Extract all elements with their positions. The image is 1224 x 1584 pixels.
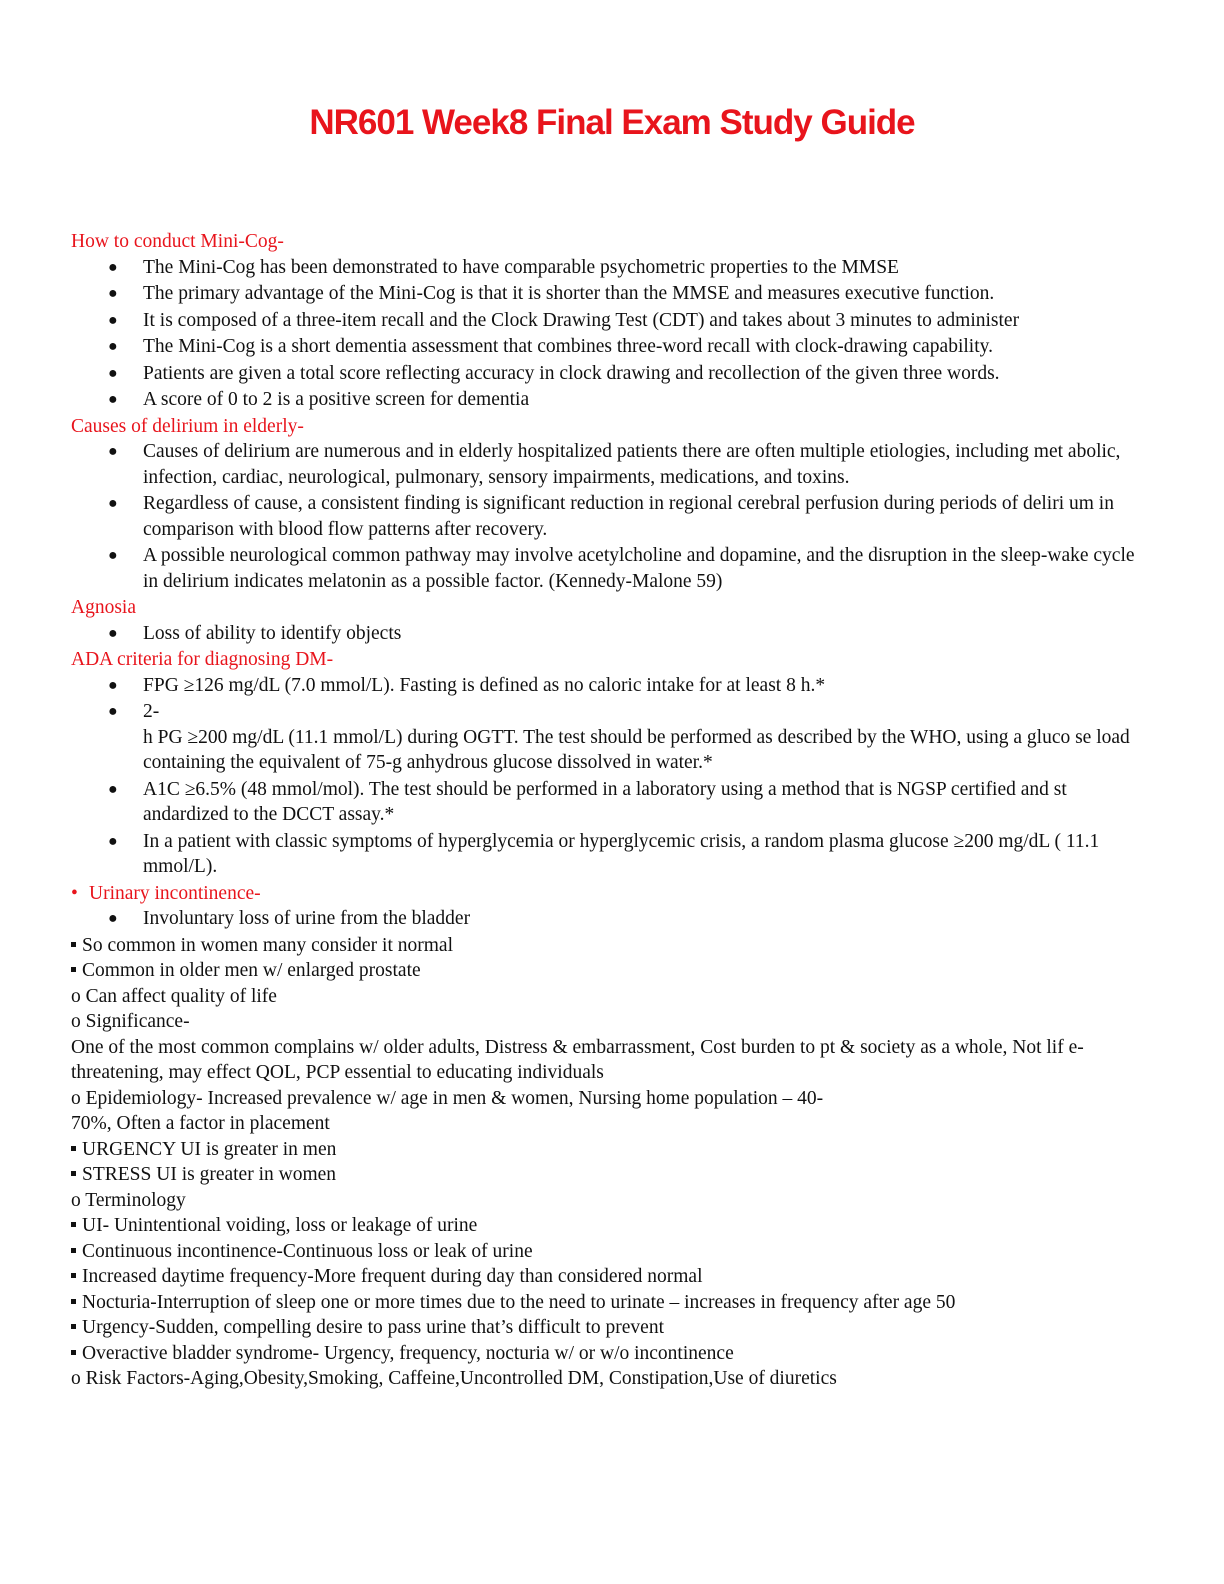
list-item: ● The Mini-Cog has been demonstrated to have comparable psychometric properties to the MMSE — [71, 255, 1146, 281]
note-line: o Risk Factors-Aging,Obesity,Smoking, Caffeine,Uncontrolled DM, Constipation,Use of diuretics — [71, 1368, 837, 1389]
bullet-icon: ● — [108, 285, 118, 302]
square-bullet-icon — [71, 1350, 76, 1355]
square-bullet-icon — [71, 1146, 76, 1151]
list-item: ● A possible neurological common pathway may involve acetylcholine and dopamine, and the disruption in the sleep-wake cycle in delirium indicates melatonin as a possible factor. (Kennedy-Malone 59) — [108, 545, 1135, 592]
note-line: Nocturia-Interruption of sleep one or more times due to the need to urinate – increases in frequency after age 50 — [71, 1290, 1146, 1316]
list-item: ● A score of 0 to 2 is a positive screen for dementia — [71, 387, 1146, 413]
square-bullet-icon — [71, 967, 76, 972]
list-item: ● Causes of delirium are numerous and in elderly hospitalized patients there are often multiple etiologies, including met abolic, infection, cardiac, neurological, pulmonary, sensory impairments, medications, and toxins. — [108, 441, 1121, 488]
o-bullet: o — [71, 1011, 81, 1032]
list-item: ● FPG ≥126 mg/dL (7.0 mmol/L). Fasting is defined as no caloric intake for at least 8 h.* — [71, 673, 1146, 699]
note-line: 70%, Often a factor in placement — [71, 1113, 330, 1134]
section-heading-urinary: • Urinary incontinence- — [71, 881, 1146, 907]
note-line: URGENCY UI is greater in men — [71, 1137, 1146, 1163]
list-item: ● It is composed of a three-item recall and the Clock Drawing Test (CDT) and takes about 3 minutes to administer — [71, 308, 1146, 334]
note-line: One of the most common complains w/ older adults, Distress & embarrassment, Cost burden to pt & society as a whole, Not lif e-threatening, may effect QOL, PCP essential to educating individuals — [71, 1036, 1084, 1083]
note-line: o Epidemiology- Increased prevalence w/ age in men & women, Nursing home population – 40- — [71, 1087, 824, 1109]
bullet-icon: ● — [108, 624, 118, 642]
bullet-icon: • — [71, 882, 78, 904]
note-line: Common in older men w/ enlarged prostate — [71, 958, 1146, 984]
note-line: Overactive bladder syndrome- Urgency, frequency, nocturia w/ or w/o incontinence — [71, 1341, 1146, 1367]
note-line: o Terminology — [71, 1189, 186, 1211]
square-bullet-icon — [71, 1171, 76, 1176]
square-bullet-icon — [71, 1248, 76, 1253]
bullet-icon: ● — [108, 391, 118, 408]
ada-list — [71, 673, 1146, 880]
delirium-list — [71, 439, 1146, 594]
note-line: STRESS UI is greater in women — [71, 1162, 1146, 1188]
square-bullet-icon — [71, 1222, 76, 1227]
list-item: ● The primary advantage of the Mini-Cog is that it is shorter than the MMSE and measures executive function. — [71, 281, 1146, 307]
page-title: NR601 Week8 Final Exam Study Guide — [309, 103, 915, 142]
note-line: Urgency-Sudden, compelling desire to pass urine that’s difficult to prevent — [71, 1315, 1146, 1341]
bullet-icon: ● — [108, 780, 118, 798]
bullet-icon: ● — [108, 443, 118, 460]
list-item: ● Involuntary loss of urine from the bladder — [71, 906, 1146, 932]
bullet-icon: ● — [108, 703, 118, 720]
bullet-icon: ● — [108, 910, 118, 927]
section-heading-minicog: How to conduct Mini-Cog- — [71, 231, 284, 252]
note-line: Increased daytime frequency-More frequent during day than considered normal — [71, 1264, 1146, 1290]
square-bullet-icon — [71, 1273, 76, 1278]
bullet-icon: ● — [108, 311, 118, 329]
note-line: So common in women many consider it normal — [71, 933, 1146, 959]
list-item: ● Regardless of cause, a consistent finding is significant reduction in regional cerebral perfusion during periods of deliri um in comparison with blood flow patterns after recovery. — [108, 493, 1114, 540]
list-item: ● A1C ≥6.5% (48 mmol/mol). The test should be performed in a laboratory using a method that is NGSP certified and st andardized to the DCCT assay.* — [108, 778, 1067, 825]
square-bullet-icon — [71, 1299, 76, 1304]
list-item: ● The Mini-Cog is a short dementia assessment that combines three-word recall with clock-drawing capability. — [71, 334, 1146, 360]
bullet-icon: ● — [108, 547, 118, 564]
bullet-icon: ● — [108, 832, 118, 850]
urinary-list — [71, 906, 1146, 932]
list-item: ● Patients are given a total score reflecting accuracy in clock drawing and recollection of the given three words. — [71, 361, 1146, 387]
bullet-icon: ● — [108, 676, 118, 694]
section-heading-agnosia: Agnosia — [71, 597, 136, 618]
note-line: Continuous incontinence-Continuous loss or leak of urine — [71, 1239, 1146, 1265]
square-bullet-icon — [71, 1324, 76, 1329]
section-heading-ada: ADA criteria for diagnosing DM- — [71, 649, 334, 670]
list-item: ● In a patient with classic symptoms of hyperglycemia or hyperglycemic crisis, a random plasma glucose ≥200 mg/dL ( 11.1 mmol/L). — [108, 830, 1100, 877]
list-item: ● Loss of ability to identify objects — [71, 621, 1146, 647]
o-bullet: o — [71, 1087, 81, 1109]
agnosia-list — [71, 621, 1146, 647]
note-line: o Significance- — [71, 1011, 190, 1032]
note-line: UI- Unintentional voiding, loss or leakage of urine — [71, 1213, 1146, 1239]
bullet-icon: ● — [108, 495, 118, 512]
urinary-notes — [71, 933, 1146, 1392]
section-heading-delirium: Causes of delirium in elderly- — [71, 415, 304, 437]
bullet-icon: ● — [108, 338, 118, 355]
o-bullet: o — [71, 985, 81, 1007]
square-bullet-icon — [71, 942, 76, 947]
document-body — [71, 229, 1146, 1392]
note-line: o Can affect quality of life — [71, 985, 277, 1007]
o-bullet: o — [71, 1368, 81, 1389]
minicog-list — [71, 255, 1146, 413]
bullet-icon: ● — [108, 258, 118, 276]
list-item: ● 2- h PG ≥200 mg/dL (11.1 mmol/L) during OGTT. The test should be performed as described by the WHO, using a gluco se load containing the equivalent of 75-g anhydrous glucose dissolved in water.* — [108, 701, 1130, 773]
o-bullet: o — [71, 1189, 81, 1211]
bullet-icon: ● — [108, 364, 118, 382]
